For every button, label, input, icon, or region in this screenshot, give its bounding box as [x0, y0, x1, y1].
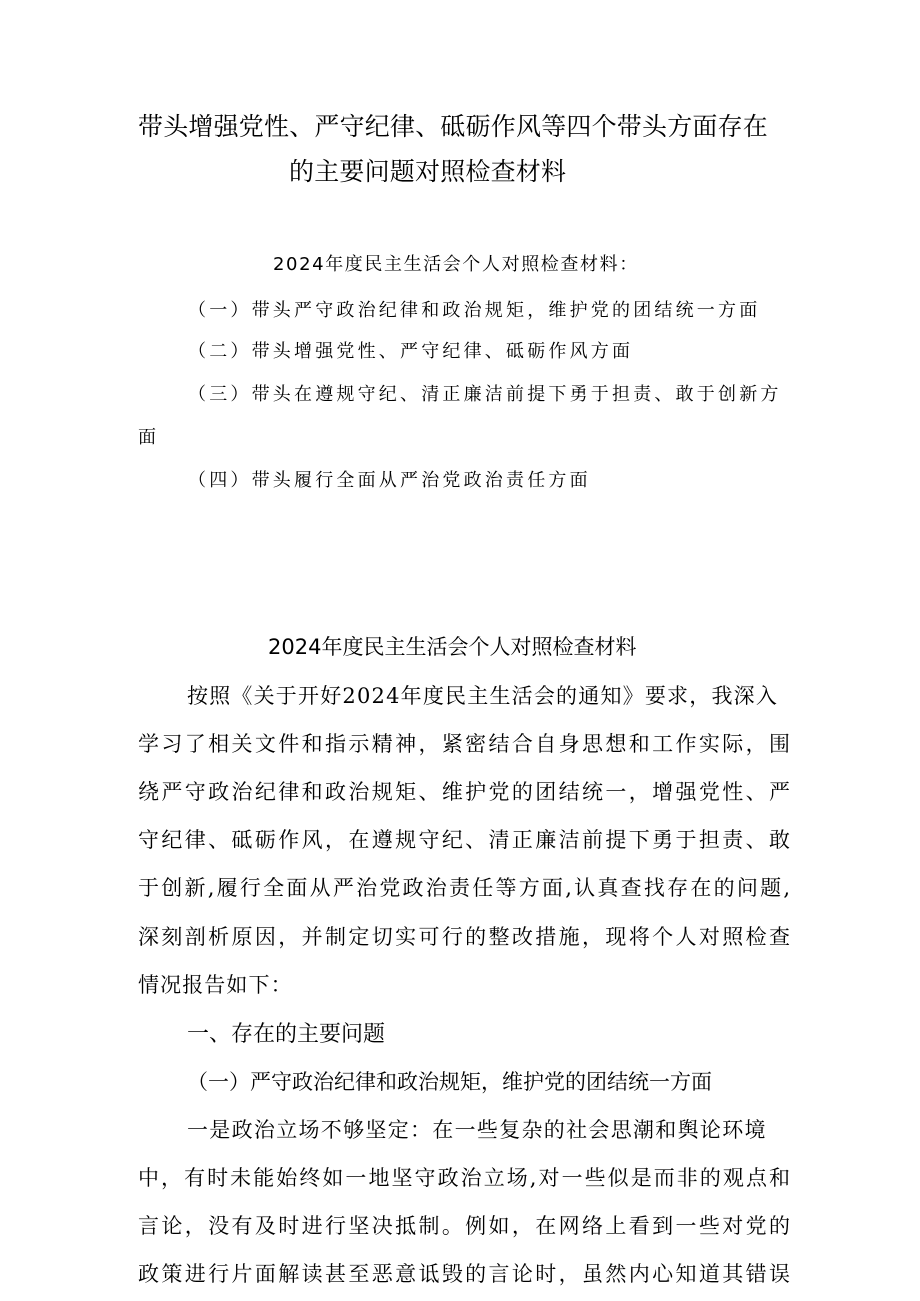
toc-item-3-continued: 面: [138, 427, 160, 448]
toc-heading: 2024年度民主生活会个人对照检查材料：: [273, 254, 639, 275]
subsection-1-line-2: 中，有时未能始终如一地坚守政治立场,对一些似是而非的观点和: [138, 1166, 790, 1190]
subsection-1-line-4: 政策进行片面解读甚至恶意诋毁的言论时，虽然内心知道其错误: [138, 1262, 790, 1286]
document-title-line-2: 的主要问题对照检查材料: [289, 157, 567, 186]
toc-item-4: （四）带头履行全面从严治党政治责任方面: [188, 470, 591, 491]
intro-line-5: 于创新,履行全面从严治党政治责任等方面,认真查找存在的问题,: [138, 876, 790, 900]
intro-line-6: 深刻剖析原因，并制定切实可行的整改措施，现将个人对照检查: [138, 925, 790, 949]
toc-item-1: （一）带头严守政治纪律和政治规矩，维护党的团结统一方面: [188, 300, 761, 321]
intro-line-3: 绕严守政治纪律和政治规矩、维护党的团结统一，增强党性、严: [138, 780, 790, 804]
section-heading: 2024年度民主生活会个人对照检查材料: [268, 635, 637, 659]
part-1-heading: 一、存在的主要问题: [187, 1022, 386, 1047]
toc-item-3: （三）带头在遵规守纪、清正廉洁前提下勇于担责、敢于创新方: [188, 384, 782, 405]
subsection-1-heading: （一）严守政治纪律和政治规矩，维护党的团结统一方面: [187, 1070, 712, 1094]
intro-line-1: 按照《关于开好2024年度民主生活会的通知》要求，我深入: [187, 684, 779, 708]
toc-item-2: （二）带头增强党性、严守纪律、砥砺作风方面: [188, 341, 634, 362]
intro-line-2: 学习了相关文件和指示精神，紧密结合自身思想和工作实际，围: [138, 732, 790, 756]
document-title-line-1: 带头增强党性、严守纪律、砥砺作风等四个带头方面存在: [138, 112, 769, 141]
intro-line-7: 情况报告如下：: [138, 973, 293, 997]
subsection-1-line-1: 一是政治立场不够坚定：在一些复杂的社会思潮和舆论环境: [187, 1118, 767, 1142]
subsection-1-line-3: 言论，没有及时进行坚决抵制。例如，在网络上看到一些对党的: [138, 1214, 790, 1238]
intro-line-4: 守纪律、砥砺作风，在遵规守纪、清正廉洁前提下勇于担责、敢: [138, 828, 790, 852]
